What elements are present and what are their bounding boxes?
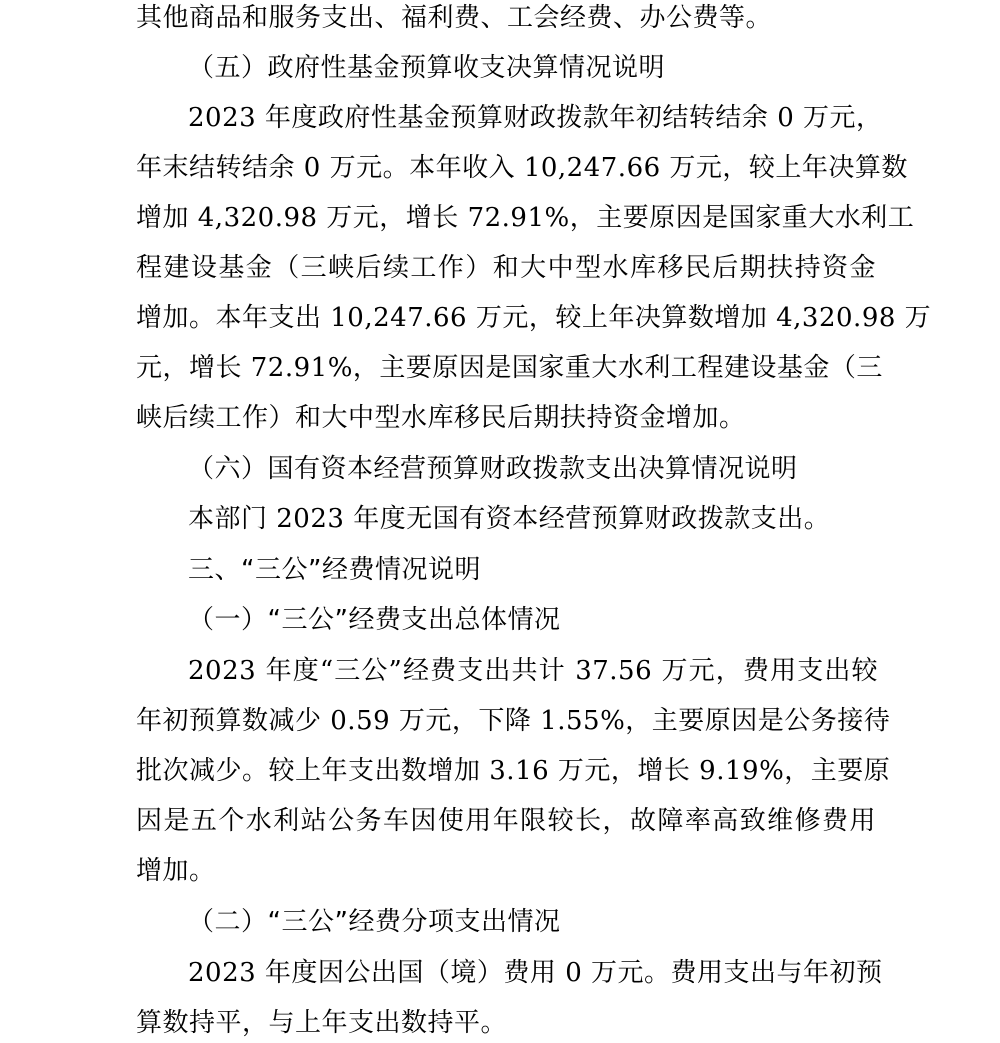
paragraph-line: 元，增长 72.91%，主要原因是国家重大水利工程建设基金（三 <box>136 353 883 383</box>
paragraph-line: 批次减少。较上年支出数增加 3.16 万元，增长 9.19%，主要原 <box>136 756 891 786</box>
paragraph-line: 其他商品和服务支出、福利费、工会经费、办公费等。 <box>136 3 773 33</box>
paragraph-line: 年末结转结余 0 万元。本年收入 10,247.66 万元，较上年决算数 <box>136 153 908 183</box>
paragraph-line: 因是五个水利站公务车因使用年限较长，故障率高致维修费用 <box>136 806 876 836</box>
chapter-heading-three-public: 三、“三公”经费情况说明 <box>188 555 481 585</box>
paragraph-line: 增加 4,320.98 万元，增长 72.91%，主要原因是国家重大水利工 <box>136 203 915 233</box>
paragraph-line: 增加。 <box>136 856 216 886</box>
paragraph-line: 2023 年度“三公”经费支出共计 37.56 万元，费用支出较 <box>188 656 878 686</box>
section-heading-itemized: （二）“三公”经费分项支出情况 <box>188 907 561 937</box>
paragraph-line: 本部门 2023 年度无国有资本经营预算财政拨款支出。 <box>188 504 831 534</box>
section-heading-overall: （一）“三公”经费支出总体情况 <box>188 605 561 635</box>
paragraph-line: 2023 年度因公出国（境）费用 0 万元。费用支出与年初预 <box>188 958 883 988</box>
paragraph-line: 峡后续工作）和大中型水库移民后期扶持资金增加。 <box>136 403 746 433</box>
paragraph-line: 程建设基金（三峡后续工作）和大中型水库移民后期扶持资金 <box>136 253 876 283</box>
section-heading-government-fund: （五）政府性基金预算收支决算情况说明 <box>188 53 666 83</box>
paragraph-line: 年初预算数减少 0.59 万元，下降 1.55%，主要原因是公务接待 <box>136 706 891 736</box>
paragraph-line: 增加。本年支出 10,247.66 万元，较上年决算数增加 4,320.98 万 <box>136 303 932 333</box>
paragraph-line: 2023 年度政府性基金预算财政拨款年初结转结余 0 万元， <box>188 103 883 133</box>
section-heading-state-capital: （六）国有资本经营预算财政拨款支出决算情况说明 <box>188 454 798 484</box>
paragraph-line: 算数持平，与上年支出数持平。 <box>136 1008 508 1038</box>
